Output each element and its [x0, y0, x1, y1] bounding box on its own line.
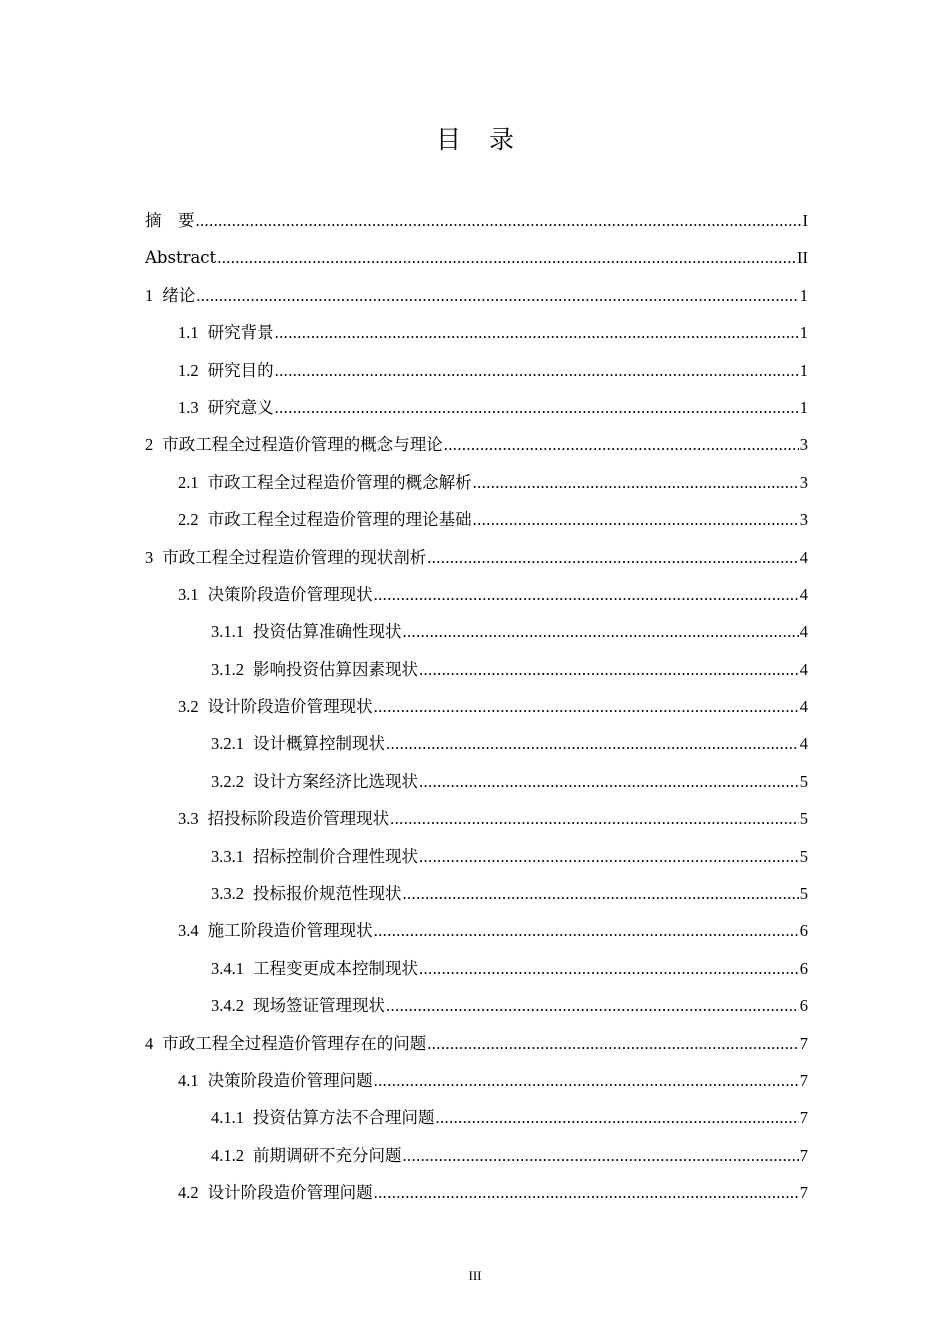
toc-entry[interactable]: [145, 314, 808, 351]
toc-entry-title: 市政工程全过程造价管理存在的问题: [162, 1033, 427, 1053]
toc-entry-title: 影响投资估算因素现状: [253, 659, 418, 679]
toc-leader-dots: [196, 277, 799, 314]
toc-entry-title: 摘 要: [145, 211, 195, 230]
toc-entry-number: 3.4: [178, 921, 199, 941]
toc-entry-number: 3.3.2: [211, 884, 244, 904]
toc-entry[interactable]: [145, 352, 808, 389]
toc-leader-dots: [217, 239, 796, 276]
toc-entry[interactable]: [145, 277, 808, 314]
toc-entry[interactable]: [145, 202, 808, 239]
toc-entry[interactable]: [145, 464, 808, 501]
toc-entry-title: 研究意义: [207, 397, 274, 417]
toc-entry[interactable]: [145, 912, 808, 949]
toc-entry-title: 现场签证管理现状: [253, 996, 385, 1016]
toc-entry[interactable]: [145, 576, 808, 613]
toc-leader-dots: [374, 576, 799, 613]
toc-entry-page: 3: [799, 510, 808, 530]
toc-entry[interactable]: [145, 389, 808, 426]
toc-entry-number: 2.1: [178, 472, 199, 492]
toc-leader-dots: [374, 1174, 799, 1211]
toc-leader-dots: [419, 950, 799, 987]
toc-entry-page: 5: [799, 809, 808, 829]
toc-entry-number: 4.2: [178, 1183, 199, 1203]
toc-entry-page: 3: [799, 435, 808, 455]
toc-entry[interactable]: [145, 239, 808, 276]
toc-leader-dots: [275, 352, 799, 389]
toc-entry-title: 设计阶段造价管理现状: [207, 697, 373, 717]
toc-entry-title: 研究目的: [207, 360, 274, 380]
toc-entry-number: 3.2: [178, 697, 199, 717]
toc-entry-page: 4: [799, 734, 808, 754]
toc-entry[interactable]: [145, 1137, 808, 1174]
toc-entry-page: 4: [799, 659, 808, 679]
toc-entry-number: 3: [145, 547, 154, 567]
toc-entry-title: 设计阶段造价管理问题: [207, 1183, 373, 1203]
toc-entry-number: 2: [145, 435, 154, 455]
toc-entry-page: II: [797, 248, 808, 268]
toc-entry-page: 7: [799, 1070, 808, 1090]
toc-leader-dots: [444, 426, 799, 463]
toc-entry-title: 市政工程全过程造价管理的现状剖析: [162, 547, 427, 567]
toc-entry-title: 研究背景: [207, 323, 274, 343]
toc-entry-page: I: [802, 211, 808, 230]
page-number-footer: III: [468, 1268, 482, 1283]
toc-entry-number: 1.3: [178, 397, 199, 417]
toc-entry-page: 7: [799, 1108, 808, 1128]
toc-entry-title: 设计方案经济比选现状: [253, 771, 418, 791]
toc-leader-dots: [275, 314, 799, 351]
toc-leader-dots: [390, 800, 799, 837]
toc-entry-number: 1.2: [178, 360, 199, 380]
toc-entry-page: 6: [799, 921, 808, 941]
toc-entry-number: 3.4.2: [211, 996, 244, 1016]
toc-entry[interactable]: [145, 651, 808, 688]
toc-leader-dots: [374, 1062, 799, 1099]
toc-entry[interactable]: [145, 725, 808, 762]
toc-entry-page: 1: [799, 360, 808, 380]
toc-entry[interactable]: [145, 875, 808, 912]
table-of-contents: [145, 202, 808, 1212]
toc-entry-page: 1: [799, 397, 808, 417]
toc-entry[interactable]: [145, 539, 808, 576]
toc-entry-page: 7: [799, 1183, 808, 1203]
toc-leader-dots: [427, 1025, 799, 1062]
toc-entry-title: 前期调研不充分问题: [253, 1145, 402, 1165]
toc-leader-dots: [386, 987, 799, 1024]
toc-entry-page: 4: [799, 622, 808, 642]
toc-entry-page: 4: [799, 547, 808, 567]
toc-entry-title: 投资估算准确性现状: [253, 622, 402, 642]
toc-entry[interactable]: [145, 1062, 808, 1099]
page-title: 目录: [435, 125, 542, 154]
toc-entry-title: Abstract: [145, 248, 217, 268]
toc-entry-number: 3.3.1: [211, 846, 244, 866]
toc-entry[interactable]: [145, 688, 808, 725]
toc-entry-number: 3.2.2: [211, 771, 244, 791]
toc-entry-title: 决策阶段造价管理问题: [207, 1070, 373, 1090]
toc-entry[interactable]: [145, 1174, 808, 1211]
toc-leader-dots: [436, 1099, 799, 1136]
toc-entry-page: 1: [799, 285, 808, 305]
toc-entry[interactable]: [145, 950, 808, 987]
toc-entry-page: 7: [799, 1145, 808, 1165]
toc-entry-title: 招投标阶段造价管理现状: [207, 809, 390, 829]
toc-entry[interactable]: [145, 838, 808, 875]
toc-entry-number: 4.1.1: [211, 1108, 244, 1128]
toc-entry-title: 市政工程全过程造价管理的概念解析: [207, 472, 472, 492]
toc-entry-number: 2.2: [178, 510, 199, 530]
toc-entry-number: 4.1: [178, 1070, 199, 1090]
toc-entry-number: 4: [145, 1033, 154, 1053]
toc-entry-page: 5: [799, 771, 808, 791]
toc-entry[interactable]: [145, 501, 808, 538]
toc-leader-dots: [386, 725, 799, 762]
toc-leader-dots: [473, 501, 799, 538]
toc-entry-number: 3.1: [178, 584, 199, 604]
toc-leader-dots: [196, 202, 802, 239]
toc-leader-dots: [419, 651, 799, 688]
toc-entry-title: 市政工程全过程造价管理的理论基础: [207, 510, 472, 530]
toc-entry-page: 6: [799, 996, 808, 1016]
toc-entry-page: 6: [799, 958, 808, 978]
toc-entry-title: 招标控制价合理性现状: [253, 846, 418, 866]
toc-leader-dots: [374, 688, 799, 725]
toc-entry-title: 绪论: [162, 285, 196, 305]
toc-entry-title: 施工阶段造价管理现状: [207, 921, 373, 941]
toc-leader-dots: [473, 464, 799, 501]
toc-entry[interactable]: [145, 426, 808, 463]
toc-entry[interactable]: [145, 1025, 808, 1062]
toc-entry-title: 市政工程全过程造价管理的概念与理论: [162, 435, 443, 455]
toc-entry-title: 工程变更成本控制现状: [253, 958, 418, 978]
toc-leader-dots: [275, 389, 799, 426]
toc-leader-dots: [403, 613, 799, 650]
toc-entry-title: 决策阶段造价管理现状: [207, 584, 373, 604]
toc-leader-dots: [419, 838, 799, 875]
toc-entry-page: 7: [799, 1033, 808, 1053]
toc-leader-dots: [427, 539, 799, 576]
toc-leader-dots: [374, 912, 799, 949]
toc-leader-dots: [403, 875, 799, 912]
toc-entry-number: 3.1.2: [211, 659, 244, 679]
toc-entry-page: 5: [799, 846, 808, 866]
toc-leader-dots: [403, 1137, 799, 1174]
toc-entry-page: 3: [799, 472, 808, 492]
toc-entry-number: 1.1: [178, 323, 199, 343]
toc-entry-title: 投资估算方法不合理问题: [253, 1108, 435, 1128]
toc-entry-number: 3.1.1: [211, 622, 244, 642]
toc-entry-page: 4: [799, 697, 808, 717]
toc-entry-number: 4.1.2: [211, 1145, 244, 1165]
toc-entry-number: 1: [145, 285, 154, 305]
toc-entry-number: 3.3: [178, 809, 199, 829]
toc-entry[interactable]: [145, 1099, 808, 1136]
toc-entry-page: 5: [799, 884, 808, 904]
toc-entry-number: 3.2.1: [211, 734, 244, 754]
toc-entry-page: 4: [799, 584, 808, 604]
toc-entry[interactable]: [145, 800, 808, 837]
toc-leader-dots: [419, 763, 799, 800]
toc-entry[interactable]: [145, 763, 808, 800]
toc-entry[interactable]: [145, 987, 808, 1024]
toc-entry-number: 3.4.1: [211, 958, 244, 978]
toc-entry-page: 1: [799, 323, 808, 343]
toc-entry-title: 投标报价规范性现状: [253, 884, 402, 904]
toc-entry-title: 设计概算控制现状: [253, 734, 385, 754]
toc-entry[interactable]: [145, 613, 808, 650]
